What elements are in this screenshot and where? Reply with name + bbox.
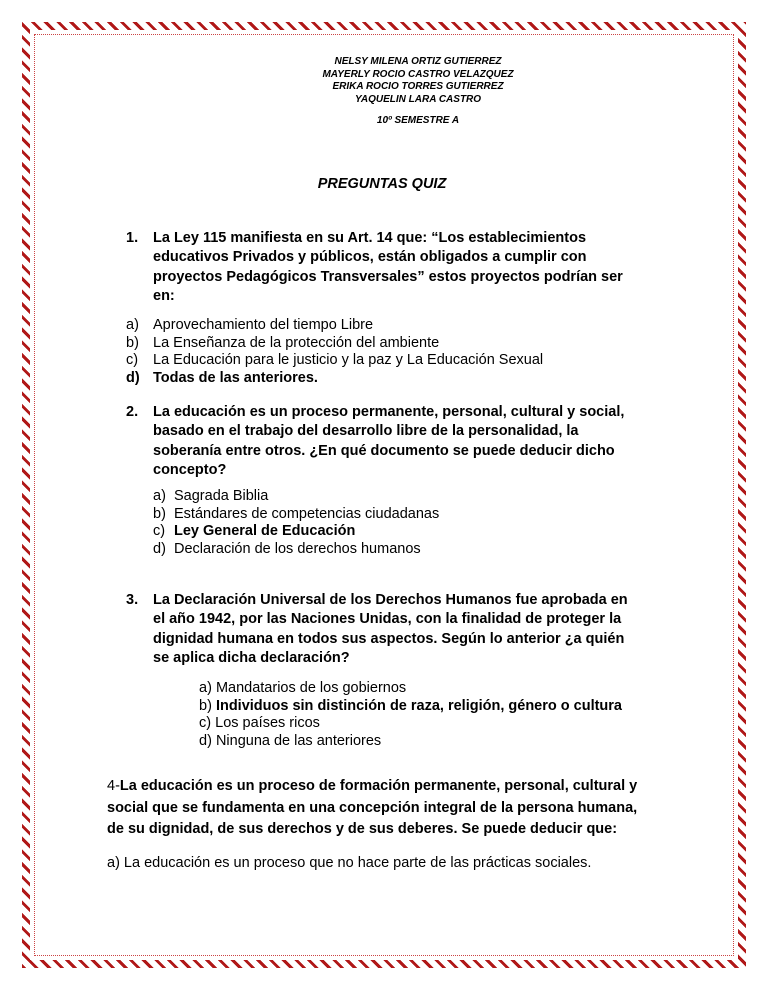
question-line: en: (153, 287, 175, 304)
question-line: social que se fundamenta en una concepción integral de la persona humana, (107, 799, 638, 816)
question-line: 4-La educación es un proceso de formación permanente, personal, cultural y (107, 778, 638, 794)
page-title: PREGUNTAS QUIZ (317, 176, 447, 192)
question-line: soberanía entre otros. ¿En qué documento se puede deducir dicho (153, 442, 615, 459)
author-name: ERIKA ROCIO TORRES GUTIERREZ (332, 81, 504, 92)
question-line: La Ley 115 manifiesta en su Art. 14 que: “Los establecimientos (153, 230, 587, 246)
option-d: d) Ninguna de las anteriores (199, 732, 382, 749)
question-line: proyectos Pedagógicos Transversales” estos proyectos podrían ser (153, 268, 623, 285)
author-name: NELSY MILENA ORTIZ GUTIERREZ (334, 56, 502, 67)
option-c: c) Los países ricos (199, 715, 320, 732)
question-line: basado en el trabajo del desarrollo libre de la personalidad, la (153, 423, 579, 440)
option-b: b) Estándares de competencias ciudadanas (153, 505, 440, 522)
question-4 (107, 776, 687, 841)
option-a: a) Aprovechamiento del tiempo Libre (126, 317, 374, 333)
author-name: YAQUELIN LARA CASTRO (354, 93, 482, 105)
question-line: educativos Privados y públicos, están obligados a cumplir con (153, 249, 587, 266)
question-line: La Declaración Universal de los Derechos Humanos fue aprobada en (153, 592, 628, 608)
question-number: 1. (126, 230, 139, 246)
option-c-correct: c) Ley General de Educación (153, 523, 356, 540)
question-line: concepto? (153, 461, 227, 478)
authors-block (0, 56, 768, 106)
question-number: 3. (126, 592, 139, 608)
question-text (153, 229, 693, 306)
option-b: b) La Enseñanza de la protección del ambiente (126, 334, 440, 351)
question-line: se aplica dicha declaración? (153, 649, 350, 666)
option-a: a) Mandatarios de los gobiernos (199, 680, 407, 696)
option-d-correct: d) Todas de las anteriores. (126, 369, 318, 386)
author-name: MAYERLY ROCIO CASTRO VELAZQUEZ (322, 68, 514, 80)
option-a: a) La educación es un proceso que no hace parte de las prácticas sociales. (107, 855, 592, 871)
question-line: de su dignidad, de sus derechos y de sus deberes. Se puede deducir que: (107, 821, 618, 837)
question-text (153, 403, 693, 480)
question-line: el año 1942, por las Naciones Unidas, con la finalidad de proteger la (153, 611, 622, 628)
question-line: La educación es un proceso permanente, personal, cultural y social, (153, 404, 625, 420)
semester-label: 10º SEMESTRE A (376, 115, 460, 126)
option-c: c) La Educación para le justicio y la paz y La Educación Sexual (126, 352, 544, 369)
option-a: a) Sagrada Biblia (153, 488, 269, 504)
option-b-correct: b) Individuos sin distinción de raza, religión, género o cultura (199, 697, 622, 714)
question-number: 2. (126, 404, 139, 420)
question-number: 4- (107, 778, 120, 794)
option-d: d) Declaración de los derechos humanos (153, 540, 421, 557)
question-line: dignidad humana en todos sus aspectos. Según lo anterior ¿a quién (153, 630, 625, 647)
question-text (153, 591, 693, 668)
